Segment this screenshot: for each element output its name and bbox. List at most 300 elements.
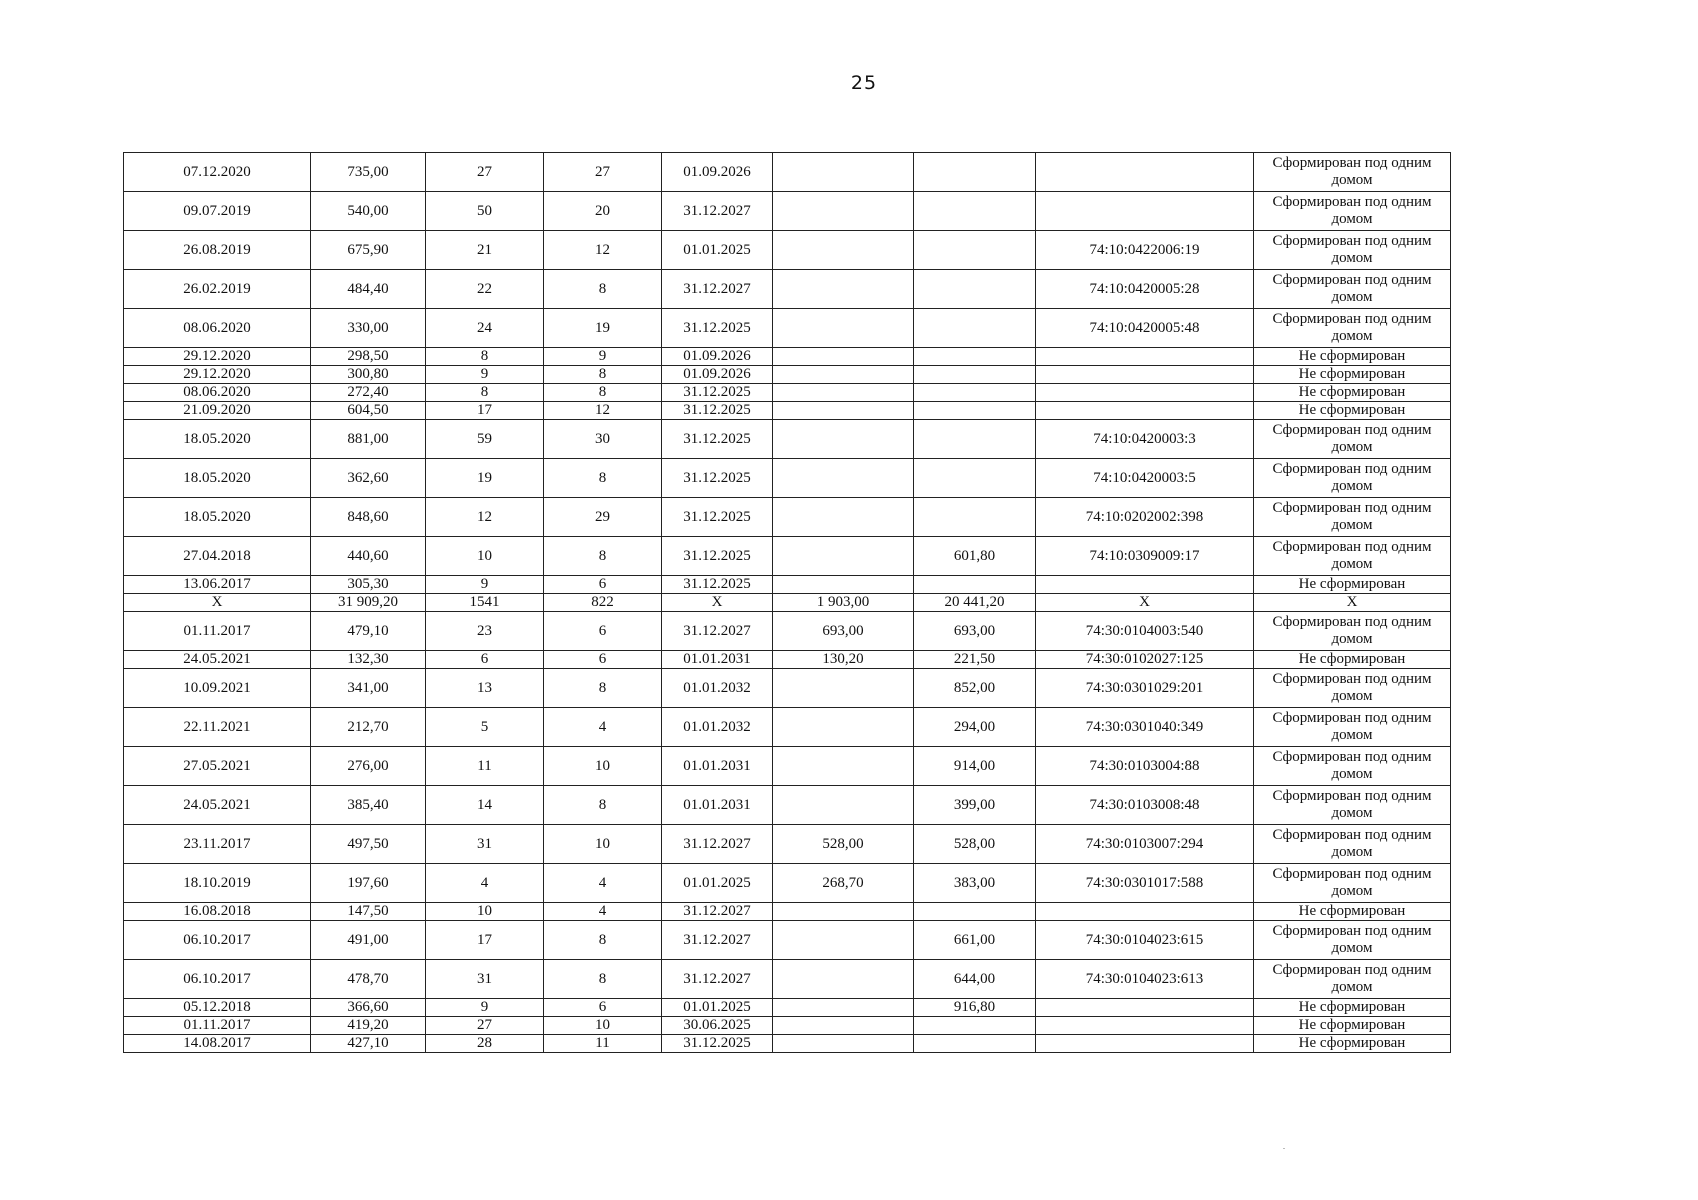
count-a-cell: 24 bbox=[426, 309, 544, 348]
table-row bbox=[124, 459, 1451, 498]
table-row bbox=[124, 231, 1451, 270]
count-b-cell: 8 bbox=[544, 921, 662, 960]
deadline-cell: 31.12.2027 bbox=[662, 903, 773, 921]
table-row bbox=[124, 594, 1451, 612]
deadline-cell: 30.06.2025 bbox=[662, 1017, 773, 1035]
cadastral-cell: Х bbox=[1036, 594, 1254, 612]
count-a-cell: 59 bbox=[426, 420, 544, 459]
date-cell: 18.05.2020 bbox=[124, 459, 311, 498]
count-a-cell: 22 bbox=[426, 270, 544, 309]
area-cell: 427,10 bbox=[311, 1035, 426, 1053]
count-b-cell: 20 bbox=[544, 192, 662, 231]
value-b-cell: 661,00 bbox=[914, 921, 1036, 960]
status-line: домом bbox=[1331, 328, 1373, 344]
date-cell: 21.09.2020 bbox=[124, 402, 311, 420]
status-line: домом bbox=[1331, 883, 1373, 899]
count-b-cell: 10 bbox=[544, 747, 662, 786]
count-b-cell: 6 bbox=[544, 576, 662, 594]
count-a-cell: 27 bbox=[426, 153, 544, 192]
date-cell: 01.11.2017 bbox=[124, 1017, 311, 1035]
value-a-cell bbox=[773, 786, 914, 825]
deadline-cell: 01.09.2026 bbox=[662, 348, 773, 366]
count-b-cell: 8 bbox=[544, 669, 662, 708]
value-b-cell bbox=[914, 420, 1036, 459]
value-b-cell bbox=[914, 384, 1036, 402]
count-a-cell: 17 bbox=[426, 921, 544, 960]
status-cell bbox=[1254, 921, 1451, 960]
area-cell: 604,50 bbox=[311, 402, 426, 420]
deadline-cell: 31.12.2027 bbox=[662, 960, 773, 999]
date-cell: 05.12.2018 bbox=[124, 999, 311, 1017]
value-a-cell bbox=[773, 537, 914, 576]
count-a-cell: 31 bbox=[426, 960, 544, 999]
cadastral-cell bbox=[1036, 348, 1254, 366]
area-cell: 305,30 bbox=[311, 576, 426, 594]
cadastral-cell bbox=[1036, 153, 1254, 192]
date-cell: 24.05.2021 bbox=[124, 786, 311, 825]
value-b-cell bbox=[914, 309, 1036, 348]
date-cell: 26.02.2019 bbox=[124, 270, 311, 309]
area-cell: 132,30 bbox=[311, 651, 426, 669]
cadastral-cell: 74:10:0420005:48 bbox=[1036, 309, 1254, 348]
cadastral-cell bbox=[1036, 576, 1254, 594]
count-b-cell: 8 bbox=[544, 459, 662, 498]
deadline-cell: 31.12.2025 bbox=[662, 498, 773, 537]
area-cell: 212,70 bbox=[311, 708, 426, 747]
date-cell: Х bbox=[124, 594, 311, 612]
count-b-cell: 6 bbox=[544, 612, 662, 651]
cadastral-cell: 74:30:0103007:294 bbox=[1036, 825, 1254, 864]
status-line: домом bbox=[1331, 517, 1373, 533]
area-cell: 491,00 bbox=[311, 921, 426, 960]
area-cell: 540,00 bbox=[311, 192, 426, 231]
status-cell bbox=[1254, 612, 1451, 651]
table-row bbox=[124, 669, 1451, 708]
date-cell: 13.06.2017 bbox=[124, 576, 311, 594]
page-number: 25 bbox=[850, 72, 878, 94]
date-cell: 29.12.2020 bbox=[124, 348, 311, 366]
table-row bbox=[124, 747, 1451, 786]
value-a-cell bbox=[773, 366, 914, 384]
deadline-cell: 01.01.2025 bbox=[662, 864, 773, 903]
deadline-cell: 31.12.2027 bbox=[662, 612, 773, 651]
cadastral-cell: 74:10:0309009:17 bbox=[1036, 537, 1254, 576]
count-a-cell: 9 bbox=[426, 366, 544, 384]
count-b-cell: 8 bbox=[544, 270, 662, 309]
count-b-cell: 8 bbox=[544, 786, 662, 825]
deadline-cell: 01.01.2025 bbox=[662, 999, 773, 1017]
status-line: домом bbox=[1331, 766, 1373, 782]
area-cell: 675,90 bbox=[311, 231, 426, 270]
date-cell: 08.06.2020 bbox=[124, 309, 311, 348]
status-cell: Не сформирован bbox=[1254, 576, 1451, 594]
table-row bbox=[124, 366, 1451, 384]
value-a-cell bbox=[773, 459, 914, 498]
status-line: домом bbox=[1331, 556, 1373, 572]
status-cell: Х bbox=[1254, 594, 1451, 612]
value-b-cell bbox=[914, 1017, 1036, 1035]
cadastral-cell bbox=[1036, 903, 1254, 921]
table-row bbox=[124, 498, 1451, 537]
count-b-cell: 27 bbox=[544, 153, 662, 192]
value-b-cell: 916,80 bbox=[914, 999, 1036, 1017]
date-cell: 26.08.2019 bbox=[124, 231, 311, 270]
count-a-cell: 1541 bbox=[426, 594, 544, 612]
value-a-cell bbox=[773, 576, 914, 594]
cadastral-cell: 74:10:0420005:28 bbox=[1036, 270, 1254, 309]
deadline-cell: 01.01.2031 bbox=[662, 747, 773, 786]
area-cell: 848,60 bbox=[311, 498, 426, 537]
cadastral-cell: 74:30:0103004:88 bbox=[1036, 747, 1254, 786]
cadastral-cell: 74:10:0422006:19 bbox=[1036, 231, 1254, 270]
status-cell bbox=[1254, 420, 1451, 459]
value-a-cell: 268,70 bbox=[773, 864, 914, 903]
deadline-cell: 31.12.2025 bbox=[662, 1035, 773, 1053]
count-b-cell: 9 bbox=[544, 348, 662, 366]
count-b-cell: 10 bbox=[544, 825, 662, 864]
area-cell: 881,00 bbox=[311, 420, 426, 459]
area-cell: 497,50 bbox=[311, 825, 426, 864]
value-b-cell: 221,50 bbox=[914, 651, 1036, 669]
date-cell: 24.05.2021 bbox=[124, 651, 311, 669]
deadline-cell: 31.12.2027 bbox=[662, 825, 773, 864]
date-cell: 08.06.2020 bbox=[124, 384, 311, 402]
cadastral-cell: 74:10:0420003:3 bbox=[1036, 420, 1254, 459]
value-b-cell bbox=[914, 231, 1036, 270]
deadline-cell: 31.12.2025 bbox=[662, 402, 773, 420]
area-cell: 440,60 bbox=[311, 537, 426, 576]
deadline-cell: 31.12.2027 bbox=[662, 921, 773, 960]
deadline-cell: 01.01.2032 bbox=[662, 669, 773, 708]
value-b-cell: 399,00 bbox=[914, 786, 1036, 825]
status-line: домом bbox=[1331, 439, 1373, 455]
deadline-cell: 01.01.2031 bbox=[662, 651, 773, 669]
table-row bbox=[124, 402, 1451, 420]
area-cell: 300,80 bbox=[311, 366, 426, 384]
value-a-cell: 1 903,00 bbox=[773, 594, 914, 612]
table-row bbox=[124, 420, 1451, 459]
area-cell: 479,10 bbox=[311, 612, 426, 651]
count-a-cell: 12 bbox=[426, 498, 544, 537]
status-line: домом bbox=[1331, 727, 1373, 743]
area-cell: 31 909,20 bbox=[311, 594, 426, 612]
table-row bbox=[124, 864, 1451, 903]
status-line: домом bbox=[1331, 289, 1373, 305]
count-b-cell: 4 bbox=[544, 903, 662, 921]
count-a-cell: 14 bbox=[426, 786, 544, 825]
deadline-cell: 31.12.2025 bbox=[662, 420, 773, 459]
count-b-cell: 29 bbox=[544, 498, 662, 537]
table-row bbox=[124, 270, 1451, 309]
status-cell: Не сформирован bbox=[1254, 903, 1451, 921]
date-cell: 22.11.2021 bbox=[124, 708, 311, 747]
count-a-cell: 9 bbox=[426, 576, 544, 594]
area-cell: 197,60 bbox=[311, 864, 426, 903]
value-a-cell bbox=[773, 1017, 914, 1035]
count-a-cell: 21 bbox=[426, 231, 544, 270]
value-a-cell: 130,20 bbox=[773, 651, 914, 669]
cadastral-cell: 74:30:0103008:48 bbox=[1036, 786, 1254, 825]
deadline-cell: 01.01.2031 bbox=[662, 786, 773, 825]
value-b-cell: 693,00 bbox=[914, 612, 1036, 651]
deadline-cell: 31.12.2027 bbox=[662, 192, 773, 231]
count-a-cell: 8 bbox=[426, 384, 544, 402]
area-cell: 419,20 bbox=[311, 1017, 426, 1035]
area-cell: 330,00 bbox=[311, 309, 426, 348]
status-line: домом bbox=[1331, 172, 1373, 188]
value-a-cell bbox=[773, 960, 914, 999]
count-a-cell: 23 bbox=[426, 612, 544, 651]
status-cell bbox=[1254, 153, 1451, 192]
count-a-cell: 13 bbox=[426, 669, 544, 708]
status-line: Сформирован под одним bbox=[1272, 710, 1432, 726]
status-line: Сформирован под одним bbox=[1272, 272, 1432, 288]
date-cell: 29.12.2020 bbox=[124, 366, 311, 384]
status-line: Сформирован под одним bbox=[1272, 539, 1432, 555]
table-row bbox=[124, 537, 1451, 576]
cadastral-cell: 74:10:0202002:398 bbox=[1036, 498, 1254, 537]
cadastral-cell: 74:30:0301029:201 bbox=[1036, 669, 1254, 708]
status-line: Сформирован под одним bbox=[1272, 671, 1432, 687]
deadline-cell: 01.01.2025 bbox=[662, 231, 773, 270]
date-cell: 09.07.2019 bbox=[124, 192, 311, 231]
status-cell bbox=[1254, 270, 1451, 309]
date-cell: 06.10.2017 bbox=[124, 960, 311, 999]
deadline-cell: 01.09.2026 bbox=[662, 153, 773, 192]
area-cell: 366,60 bbox=[311, 999, 426, 1017]
count-b-cell: 6 bbox=[544, 651, 662, 669]
cadastral-cell: 74:30:0301017:588 bbox=[1036, 864, 1254, 903]
deadline-cell: 31.12.2025 bbox=[662, 576, 773, 594]
value-b-cell: 383,00 bbox=[914, 864, 1036, 903]
count-a-cell: 9 bbox=[426, 999, 544, 1017]
date-cell: 14.08.2017 bbox=[124, 1035, 311, 1053]
area-cell: 298,50 bbox=[311, 348, 426, 366]
count-b-cell: 6 bbox=[544, 999, 662, 1017]
table-body bbox=[124, 153, 1451, 1053]
cadastral-cell bbox=[1036, 192, 1254, 231]
count-b-cell: 12 bbox=[544, 402, 662, 420]
table-row bbox=[124, 960, 1451, 999]
value-b-cell: 852,00 bbox=[914, 669, 1036, 708]
count-b-cell: 30 bbox=[544, 420, 662, 459]
count-a-cell: 4 bbox=[426, 864, 544, 903]
value-b-cell bbox=[914, 402, 1036, 420]
scan-speck bbox=[1283, 1148, 1285, 1149]
value-a-cell bbox=[773, 669, 914, 708]
status-cell: Не сформирован bbox=[1254, 402, 1451, 420]
count-b-cell: 12 bbox=[544, 231, 662, 270]
value-a-cell bbox=[773, 384, 914, 402]
status-line: домом bbox=[1331, 979, 1373, 995]
status-line: Сформирован под одним bbox=[1272, 233, 1432, 249]
table-row bbox=[124, 786, 1451, 825]
area-cell: 362,60 bbox=[311, 459, 426, 498]
cadastral-cell: 74:30:0104023:613 bbox=[1036, 960, 1254, 999]
value-a-cell bbox=[773, 498, 914, 537]
value-a-cell: 528,00 bbox=[773, 825, 914, 864]
deadline-cell: 31.12.2027 bbox=[662, 270, 773, 309]
value-b-cell bbox=[914, 903, 1036, 921]
value-b-cell bbox=[914, 1035, 1036, 1053]
value-a-cell bbox=[773, 903, 914, 921]
status-line: Сформирован под одним bbox=[1272, 866, 1432, 882]
value-b-cell: 601,80 bbox=[914, 537, 1036, 576]
area-cell: 478,70 bbox=[311, 960, 426, 999]
status-line: Сформирован под одним bbox=[1272, 788, 1432, 804]
count-b-cell: 8 bbox=[544, 384, 662, 402]
value-a-cell bbox=[773, 309, 914, 348]
table-row bbox=[124, 576, 1451, 594]
area-cell: 272,40 bbox=[311, 384, 426, 402]
status-cell bbox=[1254, 231, 1451, 270]
status-cell: Не сформирован bbox=[1254, 348, 1451, 366]
status-line: домом bbox=[1331, 478, 1373, 494]
status-line: домом bbox=[1331, 688, 1373, 704]
date-cell: 01.11.2017 bbox=[124, 612, 311, 651]
value-a-cell bbox=[773, 1035, 914, 1053]
value-a-cell bbox=[773, 270, 914, 309]
status-line: Сформирован под одним bbox=[1272, 500, 1432, 516]
value-a-cell bbox=[773, 921, 914, 960]
data-table bbox=[123, 152, 1451, 1053]
status-line: Сформирован под одним bbox=[1272, 962, 1432, 978]
table-row bbox=[124, 921, 1451, 960]
table-row bbox=[124, 1035, 1451, 1053]
status-line: домом bbox=[1331, 631, 1373, 647]
table-row bbox=[124, 153, 1451, 192]
date-cell: 18.05.2020 bbox=[124, 420, 311, 459]
date-cell: 18.10.2019 bbox=[124, 864, 311, 903]
count-b-cell: 8 bbox=[544, 960, 662, 999]
status-line: Сформирован под одним bbox=[1272, 614, 1432, 630]
status-cell bbox=[1254, 498, 1451, 537]
area-cell: 735,00 bbox=[311, 153, 426, 192]
status-cell bbox=[1254, 309, 1451, 348]
cadastral-cell: 74:10:0420003:5 bbox=[1036, 459, 1254, 498]
status-cell: Не сформирован bbox=[1254, 366, 1451, 384]
count-a-cell: 10 bbox=[426, 903, 544, 921]
deadline-cell: Х bbox=[662, 594, 773, 612]
value-b-cell bbox=[914, 366, 1036, 384]
value-b-cell bbox=[914, 498, 1036, 537]
status-cell: Не сформирован bbox=[1254, 651, 1451, 669]
status-line: Сформирован под одним bbox=[1272, 422, 1432, 438]
count-a-cell: 10 bbox=[426, 537, 544, 576]
value-b-cell: 528,00 bbox=[914, 825, 1036, 864]
status-cell bbox=[1254, 708, 1451, 747]
date-cell: 18.05.2020 bbox=[124, 498, 311, 537]
value-b-cell bbox=[914, 270, 1036, 309]
count-b-cell: 11 bbox=[544, 1035, 662, 1053]
count-b-cell: 10 bbox=[544, 1017, 662, 1035]
status-cell bbox=[1254, 537, 1451, 576]
value-a-cell bbox=[773, 708, 914, 747]
count-a-cell: 17 bbox=[426, 402, 544, 420]
status-line: Сформирован под одним bbox=[1272, 155, 1432, 171]
deadline-cell: 31.12.2025 bbox=[662, 537, 773, 576]
count-a-cell: 50 bbox=[426, 192, 544, 231]
table-row bbox=[124, 825, 1451, 864]
status-line: домом bbox=[1331, 211, 1373, 227]
count-b-cell: 4 bbox=[544, 864, 662, 903]
area-cell: 147,50 bbox=[311, 903, 426, 921]
table-row bbox=[124, 192, 1451, 231]
table-row bbox=[124, 348, 1451, 366]
count-a-cell: 31 bbox=[426, 825, 544, 864]
date-cell: 10.09.2021 bbox=[124, 669, 311, 708]
count-a-cell: 6 bbox=[426, 651, 544, 669]
cadastral-cell bbox=[1036, 402, 1254, 420]
status-cell bbox=[1254, 459, 1451, 498]
area-cell: 484,40 bbox=[311, 270, 426, 309]
value-b-cell bbox=[914, 576, 1036, 594]
deadline-cell: 31.12.2025 bbox=[662, 384, 773, 402]
count-a-cell: 27 bbox=[426, 1017, 544, 1035]
cadastral-cell bbox=[1036, 999, 1254, 1017]
cadastral-cell: 74:30:0102027:125 bbox=[1036, 651, 1254, 669]
cadastral-cell bbox=[1036, 366, 1254, 384]
table-row bbox=[124, 999, 1451, 1017]
date-cell: 27.05.2021 bbox=[124, 747, 311, 786]
status-cell: Не сформирован bbox=[1254, 1035, 1451, 1053]
table-row bbox=[124, 1017, 1451, 1035]
count-b-cell: 8 bbox=[544, 366, 662, 384]
value-b-cell: 294,00 bbox=[914, 708, 1036, 747]
value-a-cell bbox=[773, 231, 914, 270]
cadastral-cell bbox=[1036, 1035, 1254, 1053]
count-a-cell: 28 bbox=[426, 1035, 544, 1053]
count-b-cell: 822 bbox=[544, 594, 662, 612]
status-line: Сформирован под одним bbox=[1272, 923, 1432, 939]
value-a-cell: 693,00 bbox=[773, 612, 914, 651]
table-row bbox=[124, 309, 1451, 348]
count-b-cell: 8 bbox=[544, 537, 662, 576]
deadline-cell: 01.01.2032 bbox=[662, 708, 773, 747]
cadastral-cell: 74:30:0104023:615 bbox=[1036, 921, 1254, 960]
date-cell: 06.10.2017 bbox=[124, 921, 311, 960]
value-b-cell bbox=[914, 192, 1036, 231]
value-b-cell: 20 441,20 bbox=[914, 594, 1036, 612]
table-row bbox=[124, 708, 1451, 747]
count-a-cell: 5 bbox=[426, 708, 544, 747]
value-b-cell bbox=[914, 153, 1036, 192]
date-cell: 16.08.2018 bbox=[124, 903, 311, 921]
status-line: домом bbox=[1331, 940, 1373, 956]
table-row bbox=[124, 903, 1451, 921]
status-cell bbox=[1254, 960, 1451, 999]
table-row bbox=[124, 612, 1451, 651]
status-cell bbox=[1254, 786, 1451, 825]
status-cell bbox=[1254, 825, 1451, 864]
value-a-cell bbox=[773, 402, 914, 420]
date-cell: 27.04.2018 bbox=[124, 537, 311, 576]
status-line: домом bbox=[1331, 844, 1373, 860]
table-row bbox=[124, 651, 1451, 669]
date-cell: 07.12.2020 bbox=[124, 153, 311, 192]
status-line: Сформирован под одним bbox=[1272, 749, 1432, 765]
deadline-cell: 01.09.2026 bbox=[662, 366, 773, 384]
area-cell: 385,40 bbox=[311, 786, 426, 825]
count-a-cell: 8 bbox=[426, 348, 544, 366]
status-line: домом bbox=[1331, 805, 1373, 821]
status-cell bbox=[1254, 864, 1451, 903]
value-b-cell: 914,00 bbox=[914, 747, 1036, 786]
status-cell bbox=[1254, 669, 1451, 708]
status-line: Сформирован под одним bbox=[1272, 311, 1432, 327]
table-row bbox=[124, 384, 1451, 402]
deadline-cell: 31.12.2025 bbox=[662, 309, 773, 348]
